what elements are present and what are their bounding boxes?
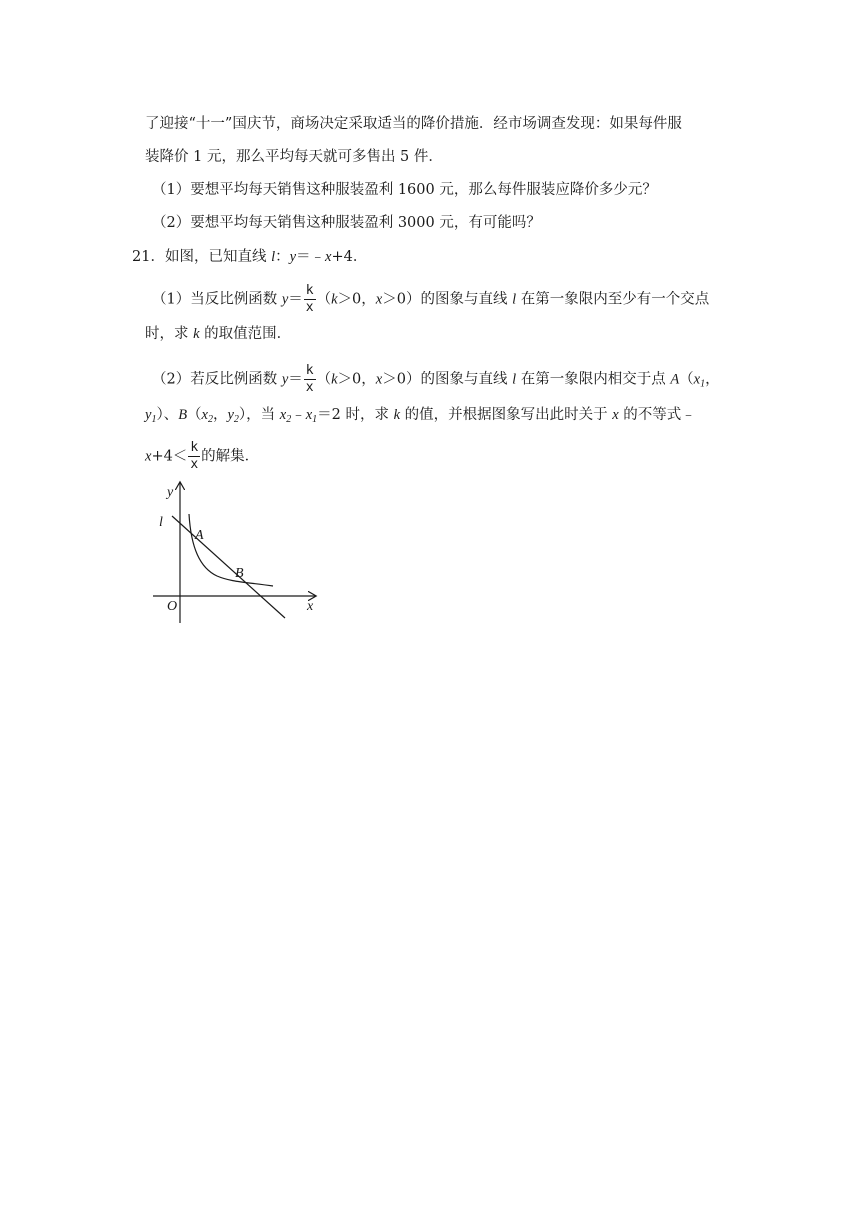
var-x1: x: [305, 407, 313, 423]
fraction-k-over-x: [188, 441, 200, 472]
var-k: k: [193, 326, 200, 342]
subscript: 2: [286, 414, 292, 425]
label-origin: O: [167, 599, 178, 614]
paren-open: （: [316, 291, 332, 308]
condition-text: ＞0，: [337, 291, 376, 308]
problem20-text-line2: [145, 147, 443, 167]
fraction-k-over-x: [304, 284, 316, 315]
problem21-part1-line1: [152, 284, 709, 315]
problem21-part2-line1: [152, 364, 720, 395]
problem20-text-line1: [145, 114, 682, 134]
minus-sign: ﹣: [291, 407, 306, 423]
function-graph-figure: [145, 478, 335, 628]
part2-text: 的值，并根据图象写出此时关于: [400, 407, 613, 423]
paren-open: （: [187, 407, 202, 423]
intro-text: 如图，已知直线: [164, 249, 272, 265]
label-l: l: [159, 515, 163, 530]
var-y2: y: [227, 407, 234, 423]
fraction-numerator: k: [305, 363, 314, 378]
point-A: A: [670, 371, 680, 388]
inequality-text: +4＜: [151, 448, 188, 465]
part2-text: 的不等式﹣: [618, 407, 696, 423]
problem-number: 21．: [132, 249, 165, 265]
var-x2: x: [279, 407, 287, 423]
var-y: y: [281, 371, 289, 388]
var-k: k: [331, 371, 338, 388]
var-x1: x: [693, 371, 701, 388]
fraction-denominator: x: [190, 457, 199, 472]
var-x: x: [325, 249, 332, 265]
problem20-line2: 装降价 1 元，那么平均每天就可多售出 5 件．: [145, 149, 443, 165]
label-x: x: [307, 599, 314, 614]
subscript: 1: [151, 414, 157, 425]
var-l: l: [512, 291, 517, 308]
paren-open: （: [679, 371, 694, 388]
fraction-denominator: x: [305, 380, 314, 395]
separator: ）、: [156, 407, 179, 423]
subscript: 1: [312, 414, 318, 425]
var-x: x: [612, 407, 619, 423]
var-y1: y: [145, 407, 152, 423]
part2-text: （2）若反比例函数: [152, 371, 282, 388]
var-l: l: [512, 371, 517, 388]
comma: ，: [212, 407, 228, 423]
var-y: y: [281, 291, 289, 308]
part2-text: 在第一象限内相交于点: [516, 371, 671, 388]
part2-text: ），当: [238, 407, 280, 423]
var-k: k: [393, 407, 401, 423]
comma: ，: [705, 371, 720, 388]
equals-sign: ＝: [288, 291, 303, 308]
var-x: x: [145, 448, 152, 465]
intro-const: +4．: [331, 249, 368, 265]
var-x: x: [375, 291, 383, 308]
hyperbola-curve: [189, 514, 273, 586]
subscript: 2: [233, 414, 239, 425]
condition-text: ＞0，: [337, 371, 376, 388]
label-y: y: [167, 485, 174, 500]
problem21-part2-line3: [145, 441, 259, 472]
point-B: B: [178, 407, 188, 423]
equals-sign: ＝: [288, 371, 303, 388]
fraction-k-over-x: [304, 364, 316, 395]
part1-text: （1）当反比例函数: [152, 291, 282, 308]
intro-eq: ＝﹣: [296, 249, 326, 265]
var-k: k: [331, 291, 338, 308]
problem20-question-1: [152, 180, 657, 200]
line-l: [172, 516, 285, 618]
problem21-part2-line2: [145, 405, 696, 430]
problem20-q2: （2）要想平均每天销售这种服装盈利 3000 元，有可能吗？: [152, 215, 541, 231]
problem20-question-2: [152, 213, 541, 233]
fraction-denominator: x: [305, 300, 314, 315]
problem21-part1-line2: [145, 324, 291, 344]
condition-text: ＞0）的图象与直线: [382, 291, 513, 308]
paren-open: （: [316, 371, 332, 388]
part1-text-end: 的取值范围．: [199, 326, 292, 342]
fraction-numerator: k: [190, 440, 199, 455]
var-y: y: [289, 249, 297, 265]
part1-text-end: 在第一象限内至少有一个交点: [516, 291, 710, 308]
problem20-line1: 了迎接“十一”国庆节，商场决定采取适当的降价措施．经市场调查发现：如果每件服: [145, 116, 682, 132]
var-x: x: [375, 371, 383, 388]
subscript: 2: [207, 414, 213, 425]
part2-text: ＝2 时，求: [317, 407, 394, 423]
part2-text-end: 的解集．: [201, 448, 260, 465]
condition-text: ＞0）的图象与直线: [382, 371, 513, 388]
problem21-intro: [132, 247, 367, 267]
var-l: l: [271, 249, 276, 265]
part1-text: 时，求: [145, 326, 194, 342]
fraction-numerator: k: [305, 283, 314, 298]
problem20-q1: （1）要想平均每天销售这种服装盈利 1600 元，那么每件服装应降价多少元？: [152, 182, 657, 198]
intro-colon: ：: [275, 249, 290, 265]
label-B: B: [235, 566, 244, 581]
var-x2: x: [201, 407, 208, 423]
label-A: A: [195, 528, 204, 543]
subscript: 1: [700, 378, 706, 390]
